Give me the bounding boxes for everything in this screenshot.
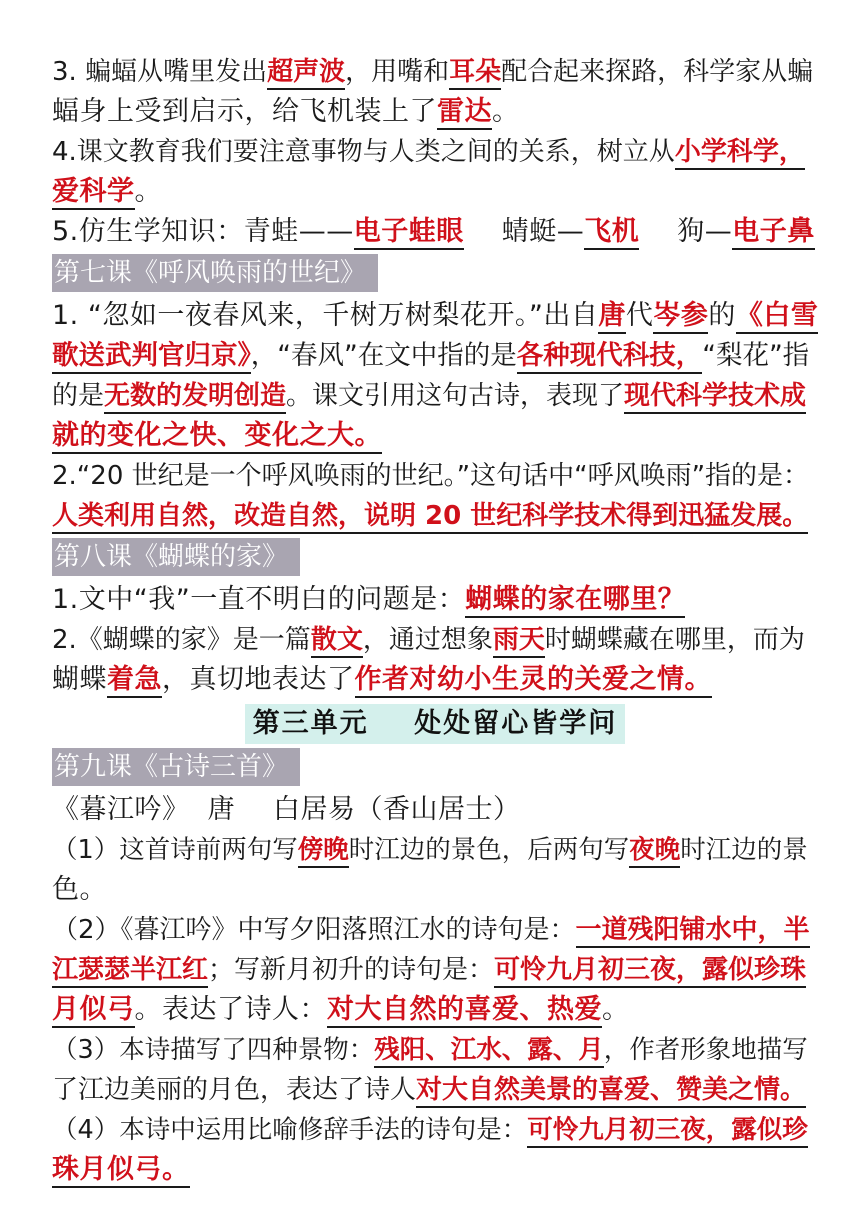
lesson-8-q1-line [52, 580, 818, 620]
text: ，“春风”在文中指的是 [250, 340, 517, 371]
answer-blank: 超声波 [267, 57, 345, 90]
poem-title-line [52, 790, 818, 830]
answer-blank: 可怜九月初三夜，露似珍 [527, 1115, 808, 1148]
text: ，作者形象地描写 [603, 1035, 808, 1065]
text: 1. “忽如一夜春风来，千树万树梨花开。”出自 [52, 300, 599, 331]
poem-author: 白居易（香山居士） [273, 794, 521, 825]
answer-blank: 歌送武判官归京》 [52, 340, 251, 374]
answer-blank: 江瑟瑟半江红 [52, 955, 208, 988]
lesson-7-q2-line-1 [52, 456, 818, 496]
text: 了江边美丽的月色，表达了诗人 [52, 1075, 417, 1105]
text: 时蝴蝶藏在哪里，而为 [544, 625, 805, 655]
lesson-7-q1-line-2 [52, 336, 818, 376]
answer-blank: 作者对幼小生灵的关爱之情。 [355, 664, 713, 698]
answer-blank: 耳朵 [449, 57, 501, 90]
text: ，通过想象 [362, 625, 493, 655]
answer-blank: 现代科学技术成 [624, 381, 806, 414]
text: 代 [625, 300, 654, 331]
text: 。 [602, 994, 630, 1025]
text: 时江边的景色，后两句写 [348, 835, 630, 865]
answer-blank: 散文 [311, 625, 363, 658]
text: 5.仿生学知识：青蛙—— [52, 216, 354, 247]
answer-blank: 雷达 [437, 96, 492, 130]
lesson-7-heading: 第七课《呼风唤雨的世纪》 [52, 254, 378, 292]
answer-blank: 蝴蝶的家在哪里？ [465, 584, 685, 618]
answer-blank: 岑参 [653, 300, 708, 334]
text: 2.“20 世纪是一个呼风唤雨的世纪。”这句话中“呼风唤雨”指的是： [52, 461, 810, 491]
answer-blank: 对大自然的喜爱、热爱 [327, 994, 602, 1028]
text: 。 [134, 176, 162, 207]
answer-blank: 就的变化之快、变化之大。 [52, 420, 382, 454]
answer-blank: 唐 [598, 300, 626, 334]
poem-q3-line-1 [52, 1030, 818, 1070]
text: 蜻蜓— [501, 216, 585, 247]
lesson-7-q2-line-2 [52, 496, 818, 536]
text: （4）本诗中运用比喻修辞手法的诗句是： [52, 1115, 528, 1145]
answer-blank: 月似弓 [52, 994, 135, 1028]
poem-q2-line-1 [52, 910, 818, 950]
text: 的是 [52, 381, 105, 411]
answer-blank: 电子蛙眼 [354, 216, 464, 250]
answer-blank: 爱科学 [52, 176, 135, 210]
poem-q1-line-2 [52, 870, 818, 910]
item-4-line-2 [52, 172, 818, 212]
lesson-7-q1-line-3 [52, 376, 818, 416]
answer-blank: 飞机 [584, 216, 639, 250]
answer-blank: 《白雪 [736, 300, 819, 334]
poem-title: 《暮江吟》 [52, 794, 190, 825]
answer-blank: 一道残阳铺水中，半 [576, 915, 810, 948]
text: 1.文中“我”一直不明白的问题是： [52, 584, 466, 615]
text: 。课文引用这句古诗，表现了 [286, 381, 625, 411]
poem-q2-line-3 [52, 990, 818, 1030]
unit-3-heading: 第三单元 处处留心皆学问 [245, 704, 626, 744]
item-3-line-1 [52, 52, 818, 92]
answer-blank: 雨天 [493, 625, 545, 658]
lesson-7-q1-line-1 [52, 296, 818, 336]
item-4-line-1 [52, 132, 818, 172]
poem-q4-line-1 [52, 1110, 818, 1150]
text: 3. 蝙蝠从嘴里发出 [52, 57, 268, 87]
text: 蝠身上受到启示，给飞机装上了 [52, 96, 437, 127]
lesson-8-heading: 第八课《蝴蝶的家》 [52, 538, 300, 576]
answer-blank: 各种现代科技， [517, 340, 703, 374]
text: （3）本诗描写了四种景物： [52, 1035, 375, 1065]
answer-blank: 着急 [107, 664, 162, 698]
text: 。 [492, 96, 520, 127]
text: ；写新月初升的诗句是： [208, 955, 495, 985]
lesson-8-q2-line-1 [52, 620, 818, 660]
lesson-7-q1-line-4 [52, 416, 818, 456]
text: 4.课文教育我们要注意事物与人类之间的关系，树立从 [52, 137, 675, 167]
lesson-8-q2-line-2 [52, 660, 818, 700]
text: 蝴蝶 [52, 664, 107, 695]
answer-blank: 残阳、江水、露、月 [374, 1035, 604, 1068]
poem-dynasty: 唐 [207, 794, 235, 825]
poem-q2-line-2 [52, 950, 818, 990]
text: （2）《暮江吟》中写夕阳落照江水的诗句是： [52, 915, 576, 945]
item-5-line [52, 212, 818, 252]
answer-blank: 对大自然美景的喜爱、赞美之情。 [416, 1075, 806, 1108]
poem-q3-line-2 [52, 1070, 818, 1110]
lesson-9-heading: 第九课《古诗三首》 [52, 748, 300, 786]
answer-blank: 无数的发明创造 [104, 381, 286, 414]
answer-blank: 珠月似弓。 [52, 1154, 190, 1188]
text: 2.《蝴蝶的家》是一篇 [52, 625, 311, 655]
answer-blank: 人类利用自然，改造自然，说明 20 世纪科学技术得到迅猛发展。 [52, 501, 808, 534]
item-3-line-2 [52, 92, 818, 132]
text: （1）这首诗前两句写 [52, 835, 298, 865]
text: 狗— [677, 216, 733, 247]
answer-blank: 傍晚 [298, 835, 349, 868]
answer-blank: 小学科学， [675, 137, 805, 170]
document-page [52, 52, 818, 1190]
poem-q4-line-2 [52, 1150, 818, 1190]
answer-blank: 可怜九月初三夜，露似珍珠 [494, 955, 806, 988]
text: “梨花”指 [702, 340, 810, 371]
text: ，用嘴和 [345, 57, 450, 87]
text: 的 [708, 300, 736, 331]
text: 配合起来探路，科学家从蝙 [501, 57, 814, 87]
text: 。表达了诗人： [134, 994, 327, 1025]
answer-blank: 夜晚 [629, 835, 680, 868]
text: 时江边的景 [680, 835, 808, 865]
poem-q1-line-1 [52, 830, 818, 870]
text: 色。 [52, 874, 107, 905]
text: ，真切地表达了 [162, 664, 355, 695]
answer-blank: 电子鼻 [732, 216, 815, 250]
